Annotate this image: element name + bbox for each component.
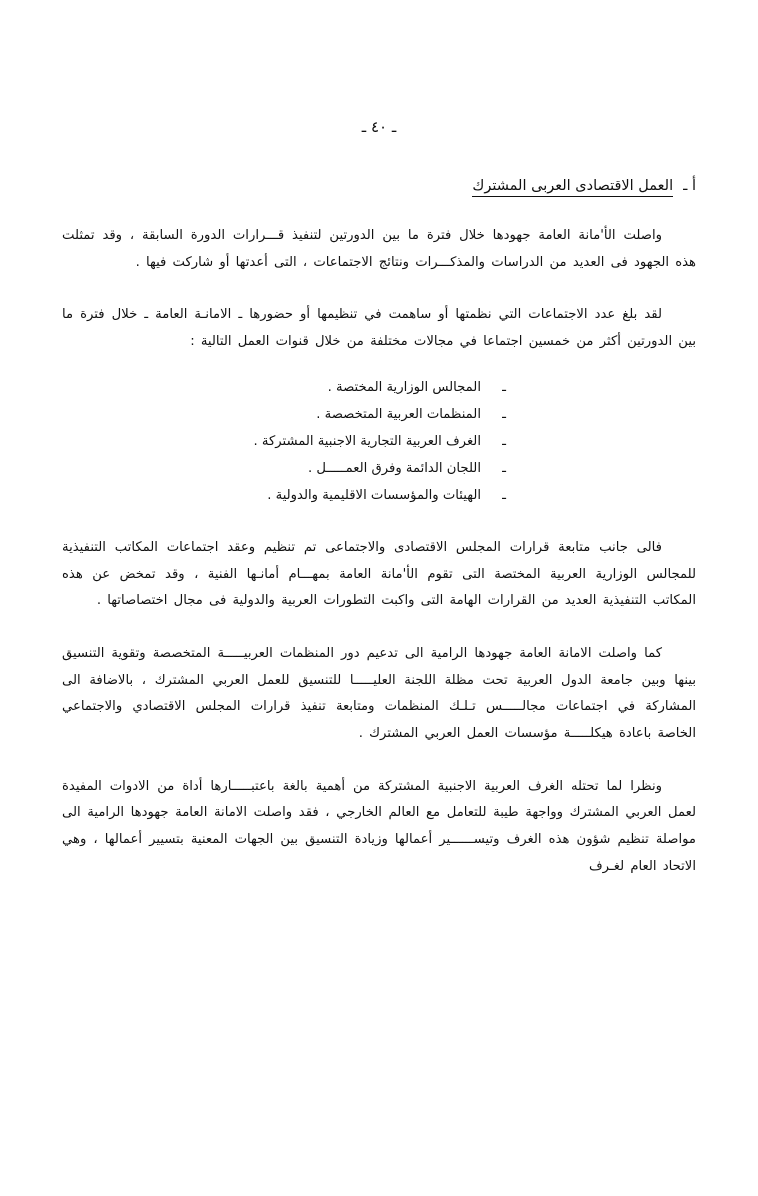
list-item xyxy=(62,482,696,509)
section-title: العمل الاقتصادى العربى المشترك xyxy=(472,178,673,197)
paragraph-3: فالى جانب متابعة قرارات المجلس الاقتصادى والاجتماعى تم تنظيم وعقد اجتماعات المكاتب التنفيذية للمجالس الوزارية العربية المختصة التى تقوم الأ'مانة العامة بمهـــام أمانـها الفنية ، وقد تمخض عن هذه المكاتب التنفيذية العديد من القرارات الهامة التى واكبت التطورات العربية والدولية فى مجال اختصاصاتها . xyxy=(62,539,696,609)
paragraph-5: ونظرا لما تحتله الغرف العربية الاجنبية المشتركة من أهمية بالغة باعتبـــــارها أداة من الادوات المفيدة لعمل العربي المشترك وواجهة طيبة للتعامل مع العالم الخارجي ، فقد واصلت الامانة العامة جهودها الرامية الى مواصلة تنظيم شؤون هذه الغرف وتيســــــير أعمالها وزيادة التنسيق بين الجهات المعنية بتسيير أعمالها ، وهي الاتحاد العام لغـرف xyxy=(62,778,696,874)
list-item-label: المجالس الوزارية المختصة . xyxy=(327,379,481,395)
list-dash-icon: ـ xyxy=(502,433,506,449)
list-item-label: المنظمات العربية المتخصصة . xyxy=(316,406,481,422)
list-item-label: الهيئات والمؤسسات الاقليمية والدولية . xyxy=(267,487,481,503)
list-item-label: الغرف العربية التجارية الاجنبية المشتركة . xyxy=(253,433,481,449)
section-heading xyxy=(62,178,696,197)
paragraph-1: واصلت الأ'مانة العامة جهودها خلال فترة ما بين الدورتين لتنفيذ قـــرارات الدورة السابقة ، وقد تمثلت هذه الجهود فى العديد من الدراسات والمذكـــرات ونتائج الاجتماعات ، التى أعدتها أو شاركت فيها . xyxy=(62,228,696,270)
list-item xyxy=(62,374,696,401)
list-item xyxy=(62,428,696,455)
paragraph-2: لقد بلغ عدد الاجتماعات التي نظمتها أو ساهمت في تنظيمها أو حضورها ـ الامانـة العامة ـ خلال فترة ما بين الدورتين أكثر من خمسين اجتماعا في مجالات مختلفة من خلال قنوات العمل التالية : xyxy=(62,307,696,349)
list-item xyxy=(62,455,696,482)
list-item xyxy=(62,401,696,428)
document-content xyxy=(62,178,696,880)
channels-list xyxy=(62,374,696,509)
list-dash-icon: ـ xyxy=(502,487,506,503)
paragraph-4: كما واصلت الامانة العامة جهودها الرامية الى تدعيم دور المنظمات العربيـــــة المتخصصة وتقوية التنسيق بينها وبين جامعة الدول العربية تحت مظلة اللجنة العليـــــا للتنسيق للعمل العربي المشترك ، بالاضافة الى المشاركة في اجتماعات مجالـــــس تـلـك المنظمات ومتابعة تنفيذ قرارات المجلس الاقتصادي والاجتماعي الخاصة باعادة هيكلـــــة مؤسسات العمل العربي المشترك . xyxy=(62,645,696,741)
document-page xyxy=(0,118,758,1196)
page-number: ـ ٤٠ ـ xyxy=(361,118,397,136)
section-marker: أ ـ xyxy=(683,178,696,194)
list-item-label: اللجان الدائمة وفرق العمـــــل . xyxy=(307,460,481,476)
list-dash-icon: ـ xyxy=(502,460,506,476)
list-dash-icon: ـ xyxy=(502,379,506,395)
list-dash-icon: ـ xyxy=(502,406,506,422)
